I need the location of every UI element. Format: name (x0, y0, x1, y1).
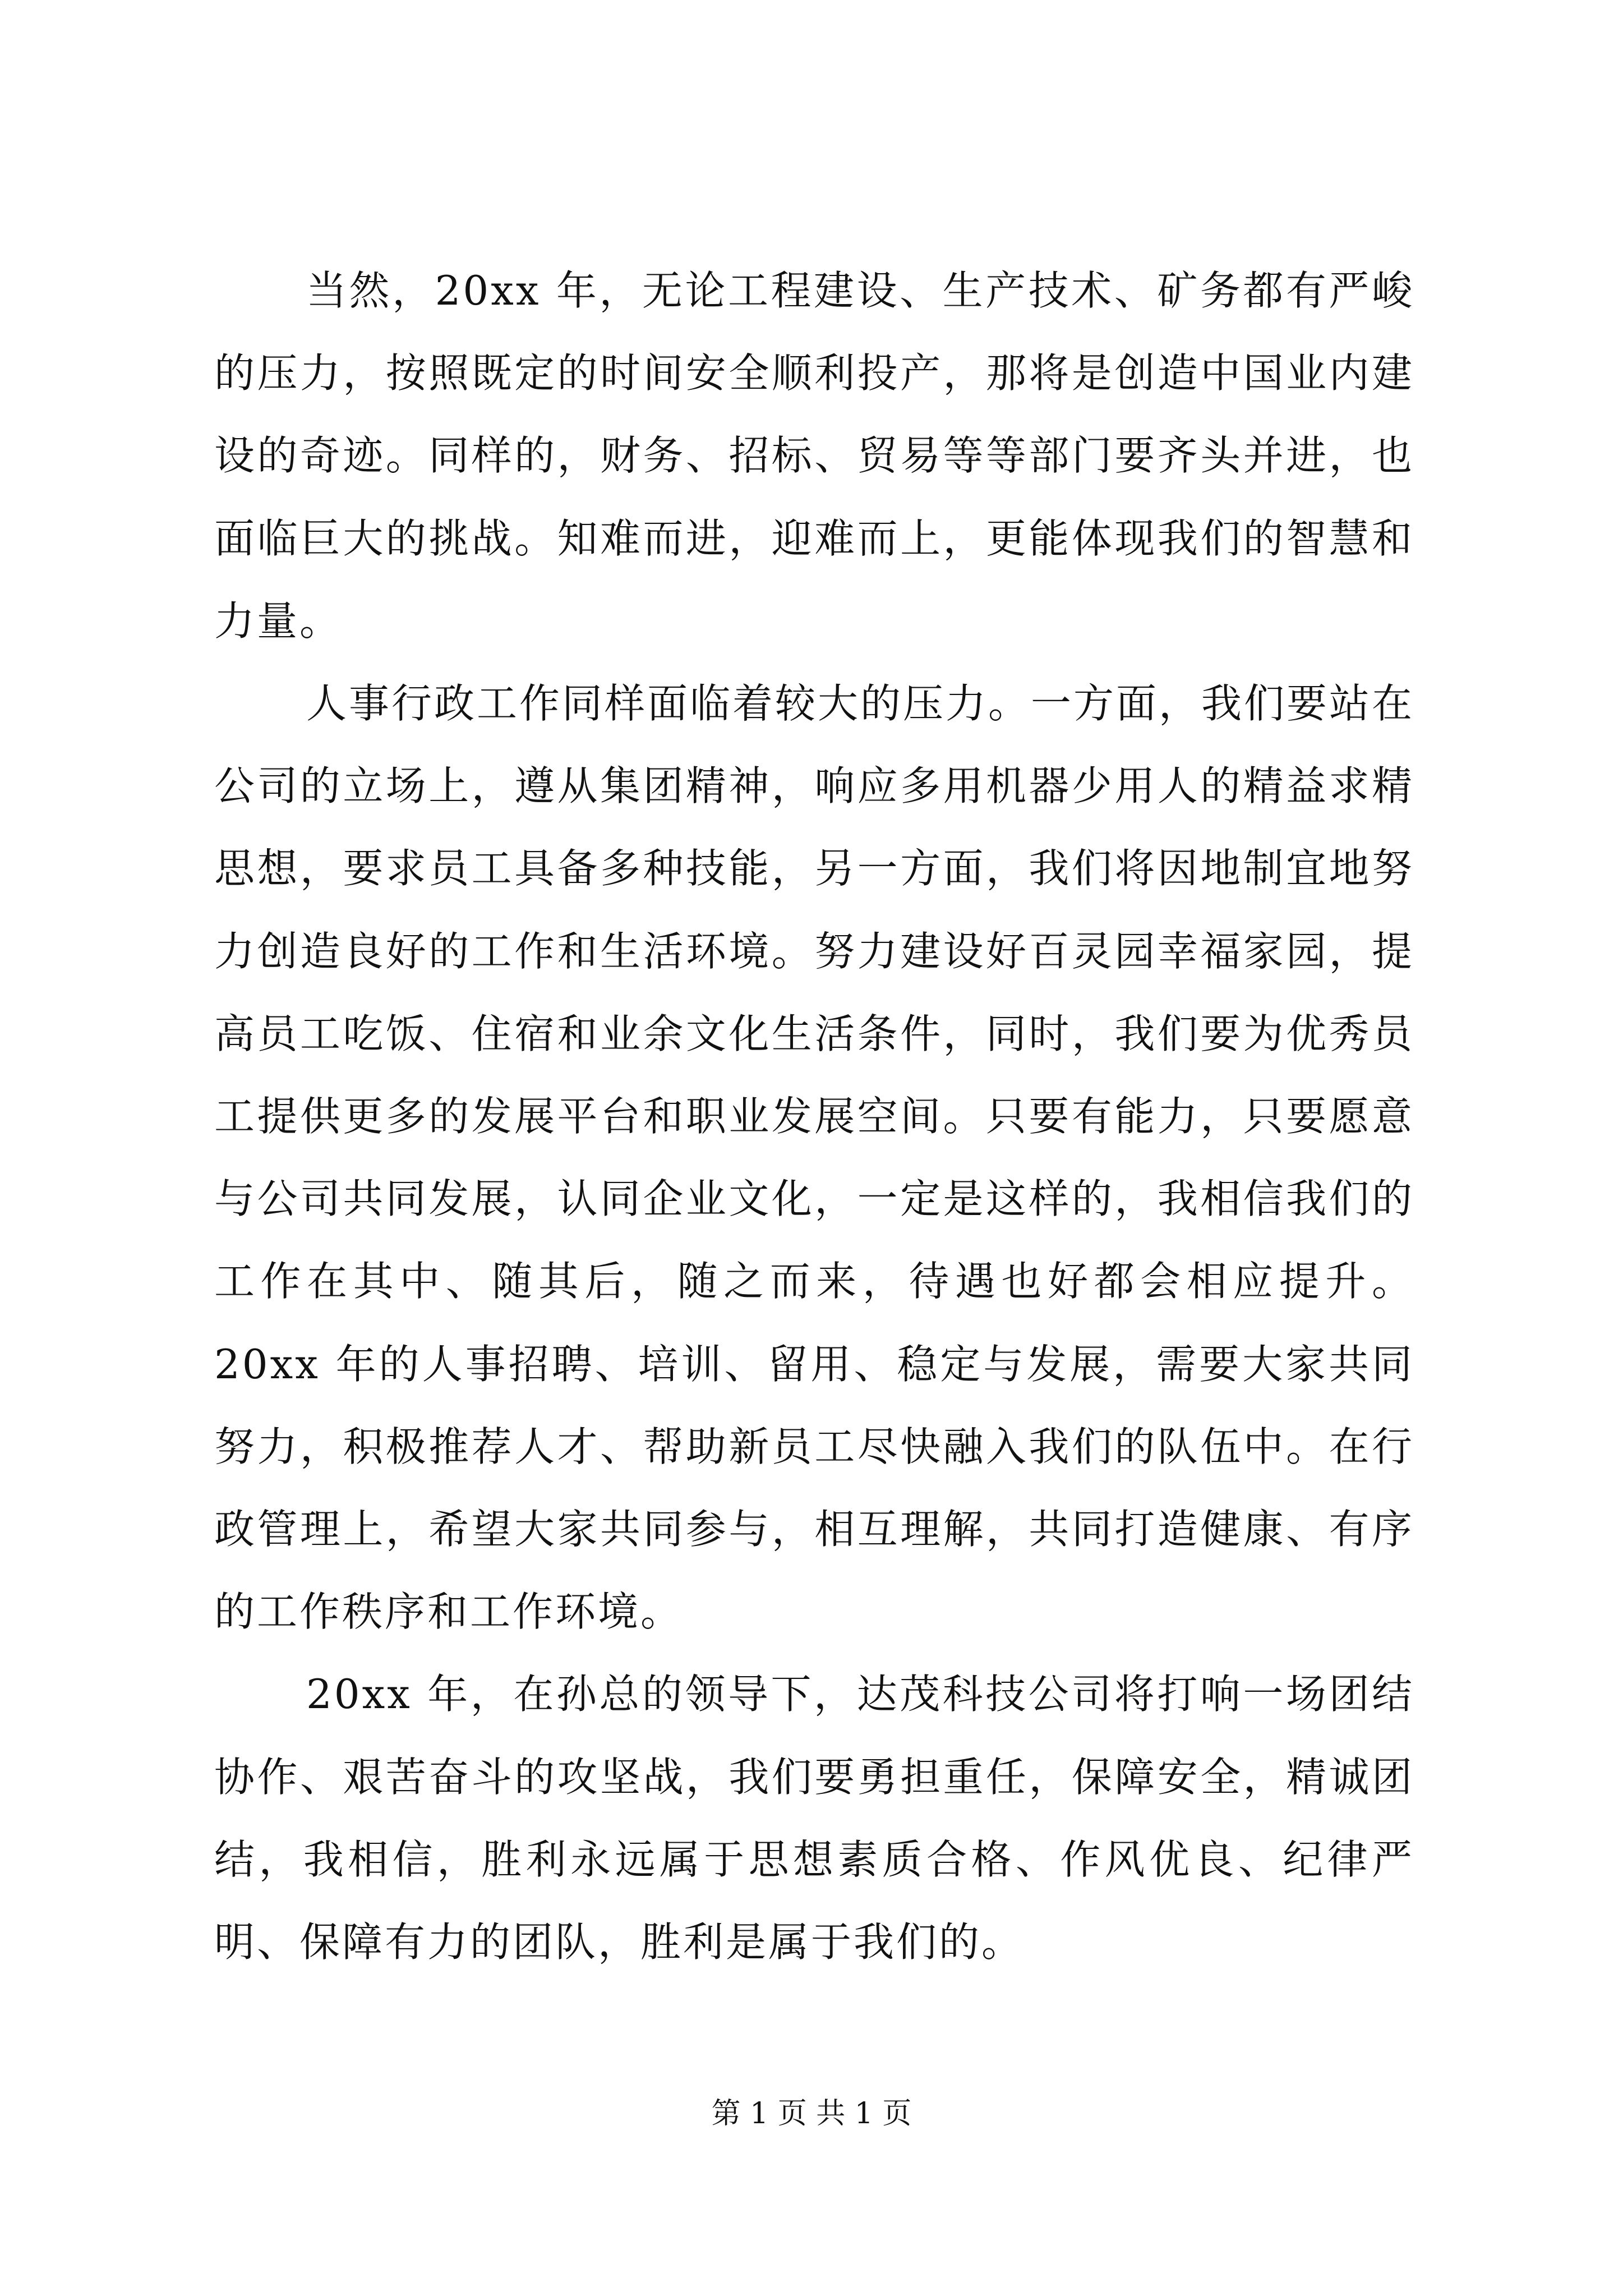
paragraph-1: 当然，20xx 年，无论工程建设、生产技术、矿务都有严峻的压力，按照既定的时间安全顺利投产，那将是创造中国业内建设的奇迹。同样的，财务、招标、贸易等等部门要齐头并进，也面临巨大的挑战。知难而进，迎难而上，更能体现我们的智慧和力量。 (214, 267, 1414, 645)
document-body (214, 250, 1414, 1984)
paragraph-2: 人事行政工作同样面临着较大的压力。一方面，我们要站在公司的立场上，遵从集团精神，响应多用机器少用人的精益求精思想，要求员工具备多种技能，另一方面，我们将因地制宜地努力创造良好的工作和生活环境。努力建设好百灵园幸福家园，提高员工吃饭、住宿和业余文化生活条件，同时，我们要为优秀员工提供更多的发展平台和职业发展空间。只要有能力，只要愿意与公司共同发展，认同企业文化，一定是这样的，我相信我们的工作在其中、随其后，随之而来，待遇也好都会相应提升。20xx 年的人事招聘、培训、留用、稳定与发展，需要大家共同努力，积极推荐人才、帮助新员工尽快融入我们的队伍中。在行政管理上，希望大家共同参与，相互理解，共同打造健康、有序的工作秩序和工作环境。 (214, 680, 1415, 1636)
page-number-footer: 第 1 页 共 1 页 (711, 2097, 912, 2131)
paragraph-3: 20xx 年，在孙总的领导下，达茂科技公司将打响一场团结协作、艰苦奋斗的攻坚战，我们要勇担重任，保障安全，精诚团结，我相信，胜利永远属于思想素质合格、作风优良、纪律严明、保障有力的团队，胜利是属于我们的。 (214, 1671, 1414, 1966)
